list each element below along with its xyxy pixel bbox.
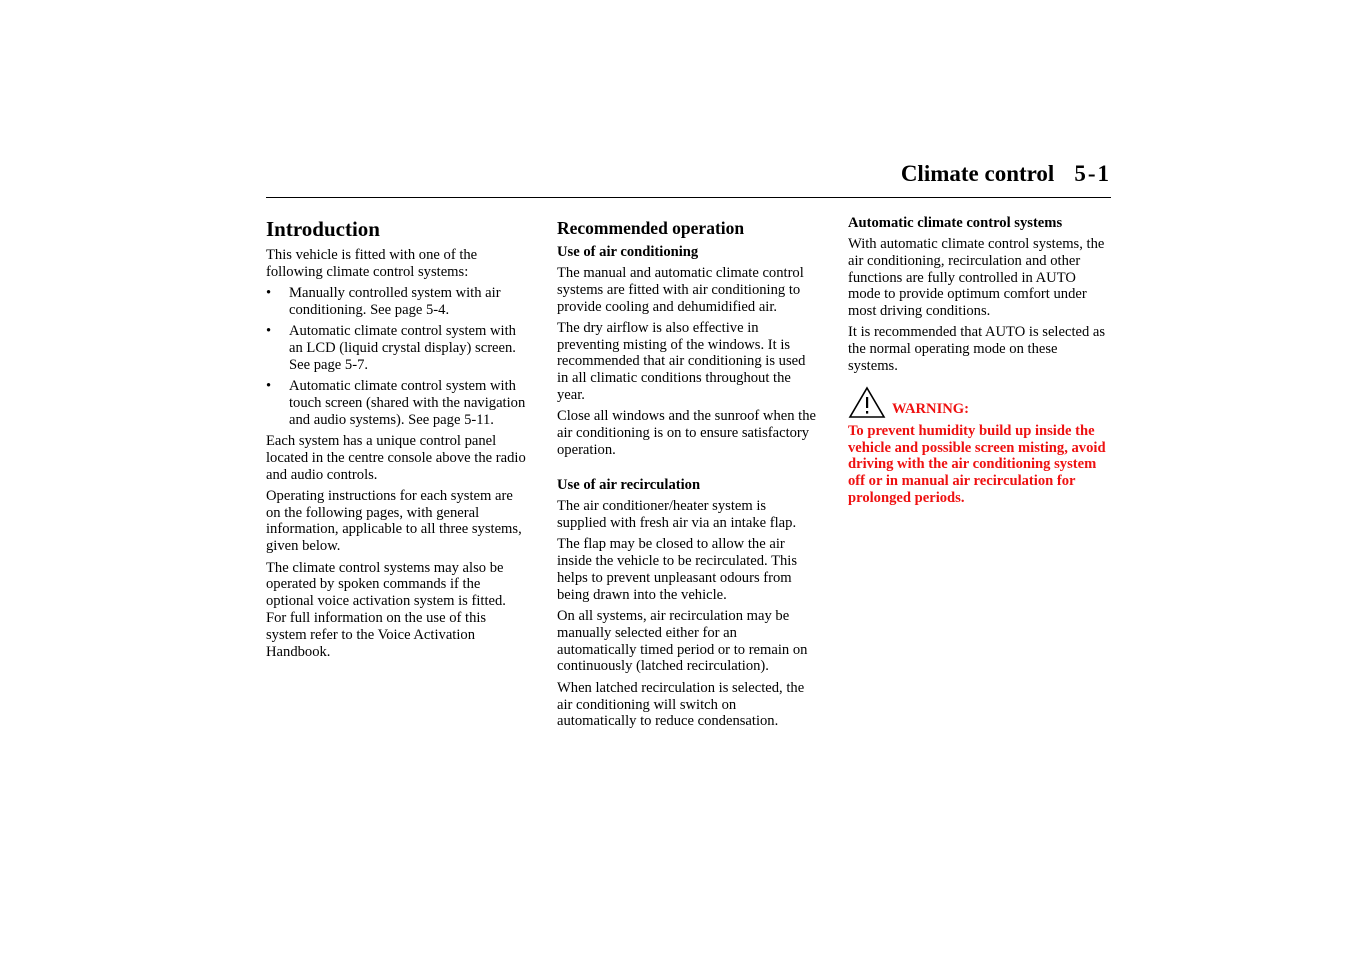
paragraph: When latched recirculation is selected, the air conditioning will switch on automatically to reduce condensation. — [557, 679, 805, 730]
warning-header — [848, 385, 1110, 419]
paragraph: It is recommended that AUTO is selected as the normal operating mode on these systems. — [848, 324, 1106, 375]
control-panel-paragraph: Each system has a unique control panel located in the centre console above the radio and audio controls. — [266, 432, 526, 483]
instructions-paragraph: Operating instructions for each system are on the following pages, with general information, applicable to all three systems, given below. — [266, 487, 522, 555]
page-title — [901, 161, 1111, 187]
chapter-title: Climate control — [900, 161, 1055, 186]
introduction-heading: Introduction — [266, 217, 380, 241]
bullet-icon: • — [266, 323, 272, 340]
list-item-text: Automatic climate control system with an LCD (liquid crystal display) screen. See page 5-7. — [289, 323, 516, 373]
list-item-text: Automatic climate control system with touch screen (shared with the navigation and audio systems). See page 5-11. — [289, 378, 526, 428]
paragraph: The dry airflow is also effective in preventing misting of the windows. It is recommended that air conditioning is used in all climatic conditions throughout the year. — [557, 319, 806, 404]
automatic-systems-subheading: Automatic climate control systems — [848, 215, 1063, 231]
column-automatic-systems — [848, 214, 1110, 507]
warning-triangle-icon — [848, 386, 886, 419]
paragraph: The flap may be closed to allow the air inside the vehicle to be recirculated. This helps to prevent unpleasant odours from being drawn into the vehicle. — [557, 536, 798, 603]
paragraph: The manual and automatic climate control systems are fitted with air conditioning to provide cooling and dehumidified air. — [557, 265, 804, 315]
paragraph: Close all windows and the sunroof when the air conditioning is on to ensure satisfactory operation. — [557, 408, 816, 458]
intro-paragraph: This vehicle is fitted with one of the following climate control systems: — [266, 247, 478, 280]
systems-list — [266, 285, 528, 428]
paragraph: With automatic climate control systems, the air conditioning, recirculation and other functions are fully controlled in AUTO mode to provide optimum comfort under most driving conditions. — [848, 236, 1105, 320]
air-recirculation-subheading: Use of air recirculation — [557, 477, 701, 494]
bullet-icon: • — [266, 378, 272, 395]
warning-text: To prevent humidity build up inside the vehicle and possible screen misting, avoid driving with the air conditioning system off or in manual air recirculation for prolonged periods. — [848, 422, 1106, 507]
list-item — [266, 285, 528, 319]
list-item — [266, 323, 528, 373]
air-conditioning-subheading: Use of air conditioning — [557, 244, 699, 260]
paragraph: On all systems, air recirculation may be manually selected either for an automatically timed period or to remain on continuously (latched recirculation). — [557, 608, 808, 675]
voice-activation-paragraph: The climate control systems may also be operated by spoken commands if the optional voice activation system is fitted. For full information on the use of this system refer to the Voice Activation Handbook. — [266, 559, 506, 660]
page-header — [266, 158, 1111, 198]
column-recommended-operation — [557, 214, 819, 735]
page-number: 5-1 — [1074, 161, 1111, 186]
list-item — [266, 378, 528, 428]
list-item-text: Manually controlled system with air conditioning. See page 5-4. — [289, 285, 501, 318]
recommended-operation-heading: Recommended operation — [557, 218, 745, 238]
column-introduction — [266, 214, 528, 665]
paragraph: The air conditioner/heater system is supplied with fresh air via an intake flap. — [557, 498, 797, 532]
warning-label: WARNING: — [892, 401, 970, 418]
bullet-icon: • — [266, 285, 272, 302]
